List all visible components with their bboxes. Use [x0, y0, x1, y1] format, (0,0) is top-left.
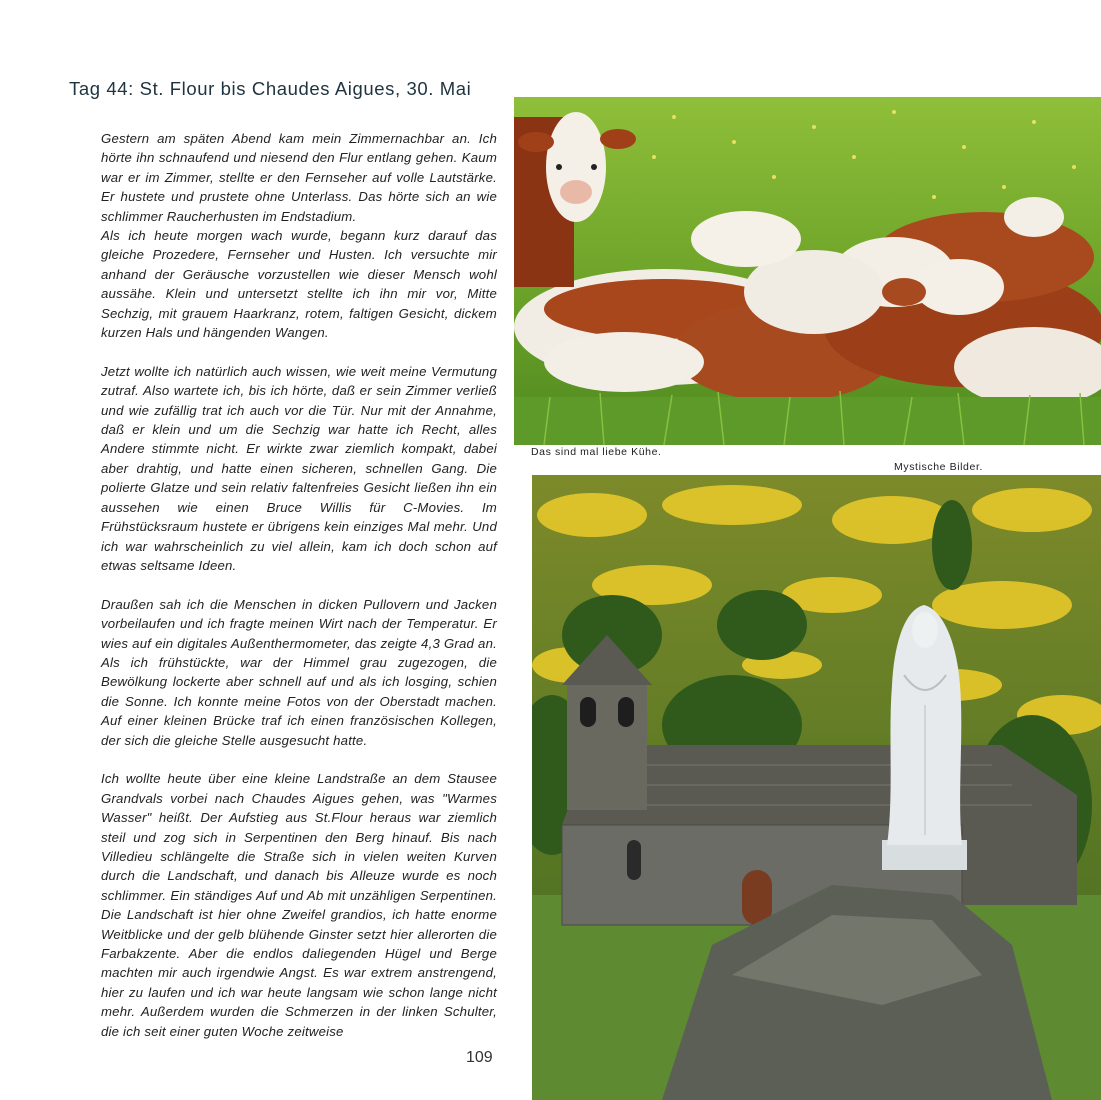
paragraph: Gestern am späten Abend kam mein Zimmernachbar an. Ich hörte ihn schnaufend und niesend den Flur entlang gehen. Kaum war er im Zimmer, stellte er den Fernseher auf volle Lautstärke. Er hustete und prustete ohne Unterlass. Das hörte sich an wie schlimmer Raucherhusten im Endstadium.: [101, 131, 497, 224]
body-text: [101, 129, 497, 1041]
paragraph: Als ich heute morgen wach wurde, begann kurz darauf das gleiche Prozedere, Fernseher und Husten. Ich versuchte mir anhand der Geräusche vorzustellen wie dieser Mensch wohl aussähe. Klein und untersetzt stellte ich ihn mir vor, Mitte Sechzig, mit grauem Haarkranz, rotem, faltigen Gesicht, dickem kurzen Hals und hängenden Wangen.: [101, 228, 497, 341]
paragraph: Jetzt wollte ich natürlich auch wissen, wie weit meine Vermutung zutraf. Also wartete ich, bis ich hörte, daß er sein Zimmer verließ und wie zufällig trat ich auch vor die Tür. Nur mit der Annahme, daß er klein und um die Sechzig war hatte ich Recht, alles Andere stimmte nicht. Er wirkte zwar ziemlich kompakt, dabei aber drahtig, und hatte einen sicheren, schnellen Gang. Die polierte Glatze und sein relativ faltenfreies Gesicht ließen ihn ein aussehen wie einen Bruce Willis für C-Movies. Im Frühstücksraum hustete er übrigens kein einziges Mal mehr. Und ich war wahrscheinlich zu viel allein, kam ich doch schon auf etwas seltsame Ideen.: [101, 363, 497, 573]
cows-caption: Das sind mal liebe Kühe.: [531, 446, 662, 458]
chapel-caption: Mystische Bilder.: [894, 461, 983, 473]
cows-photo: [514, 97, 1101, 445]
page-number: 109: [466, 1049, 493, 1066]
page-title: Tag 44: St. Flour bis Chaudes Aigues, 30. Mai: [69, 78, 472, 99]
chapel-photo: [532, 475, 1101, 1100]
paragraph: Draußen sah ich die Menschen in dicken Pullovern und Jacken vorbeilaufen und ich fragte meinen Wirt nach der Temperatur. Er wies auf ein digitales Außenthermometer, das zeigte 4,3 Grad an. Als ich frühstückte, war der Himmel grau zugezogen, die Bewölkung lockerte aber schnell auf und als ich losging, schien die Sonne. Ich konnte meine Fotos von der Oberstadt machen. Auf einer kleinen Brücke traf ich einen französischen Kollegen, der sich die gleiche Stelle ausgesucht hatte.: [101, 596, 497, 748]
paragraph: Ich wollte heute über eine kleine Landstraße an dem Stausee Grandvals vorbei nach Chaudes Aigues gehen, was "Warmes Wasser" heißt. Der Aufstieg aus St.Flour heraus war ziemlich steil und zog sich in Serpentinen den Berg hinauf. Bis nach Villedieu schlängelte die Straße sich in vielen weiten Kurven durch die Landschaft, und danach bis Alleuze wurde es noch schlimmer. Ein ständiges Auf und Ab mit unzähligen Serpentinen. Die Landschaft ist hier ohne Zweifel grandios, ich hatte enorme Weitblicke und der gelb blühende Ginster setzt hier allerorten die Farbakzente. Aber die endlos daliegenden Hügel und Berge machten mir auch irgendwie Angst. Es war extrem anstrengend, hier zu laufen und ich war heute langsam wie schon lange nicht mehr. Außerdem wurden die Schmerzen in der linken Schulter, die ich seit einer guten Woche zeitweise: [101, 771, 497, 1039]
